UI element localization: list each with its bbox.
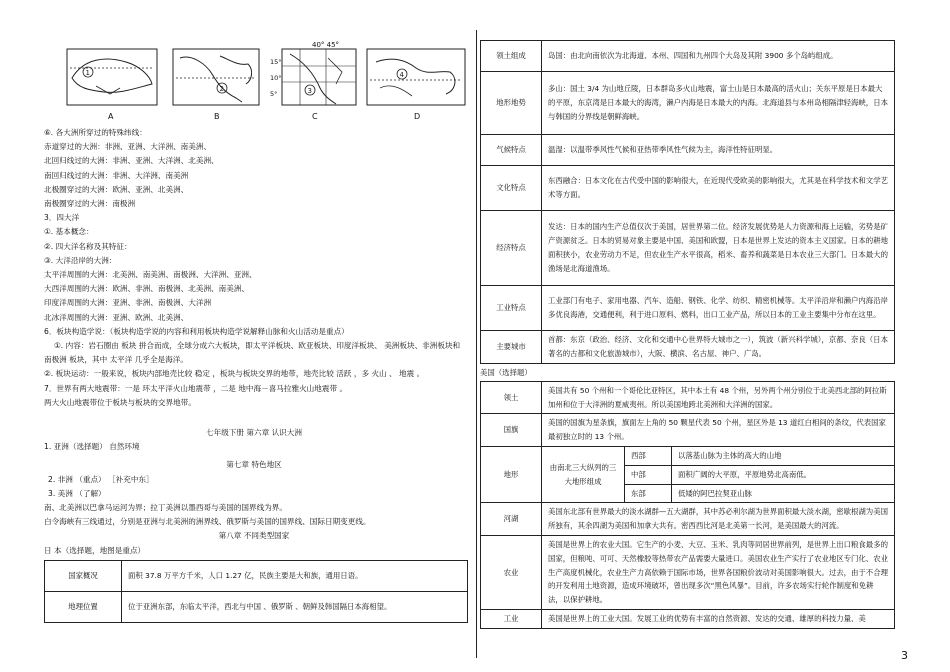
map-lat-label: 15° [270,58,282,66]
map-label-c: C [312,112,318,121]
row-text: 美国是世界上的农业大国。它生产的小麦、大豆、玉米、乳肉等同居世界前列，是世界上出口粮食最多的国家，但粮吨、可可、天然橡胶等热带农产品需要大量进口。美国农业生产实行了农业地区专门化、农业生产高度机械化，农业生产力高依赖于国际市场，世界各国粮价波动对美国影响很大。过去，由于不合理的开发利用土地资源，造成环境破坏，曾出现多次“黑色风暴”。目前，许多农场实行轮作制度和免耕法，以保护耕地。 [542,535,895,609]
svg-text:1: 1 [85,69,90,77]
left-column [44,40,464,623]
text-line: 南回归线过的大洲：非洲、大洋洲、南美洲 [44,170,189,180]
row-text: 首都：东京（政治、经济、文化和交通中心世界特大城市之一），筑波（新兴科学城），京都、奈良（日本著名的古都和文化旅游城市），大阪、横滨、名古屋、神户、广岛。 [542,331,895,364]
text-line: 6．板块构造学说：（板块构造学说的内容和利用板块构造学说解释山脉和火山活动是重点） [44,326,349,336]
row-text: 位于亚洲东部，东临太平洋，西北与中国 、俄罗斯 、朝鲜及韩国隔日本海相望。 [122,591,468,622]
map-c-image [270,48,358,106]
row-text: 多山：国土 3/4 为山地丘陵，日本群岛多火山地震，富士山是日本最高的活火山；关东平原是日本最大的平原，东京湾是日本最大的海湾，濑户内海是日本最大的内海。北海道县与本州岛相隔津轻海峡，日本与韩国的分界线是朝鲜海峡。 [542,72,895,135]
table-row [481,446,895,465]
usa-heading: 美国（选择题） [480,368,532,377]
row-label: 领土 [481,381,542,414]
text-line: 印度洋周围的大洲：亚洲、非洲、南极洲、大洋洲 [44,298,212,308]
svg-text:3: 3 [307,87,312,95]
text-line: 北冰洋周围的大洲：亚洲、欧洲、北美洲、 [44,312,189,322]
row-label: 经济特点 [481,211,542,286]
row-text: 工业部门有电子、家用电器、汽车、造船、钢铁、化学、纺织、精密机械等。太平洋沿岸和濑户内海沿岸多优良海港，交通便利，利于进口原料、燃料，出口工业产品，所以日本的工业主要集中分布在这里。 [542,286,895,331]
map-label-b: B [214,112,220,121]
japan-table-left [44,560,468,623]
column-divider [476,30,477,658]
map-b-image [172,48,260,106]
terrain-part-desc: 低矮的阿巴拉契亚山脉 [672,484,895,503]
chapter7-heading: 第七章 特色地区 [226,460,282,470]
africa-heading: 2. 非洲 （重点） ［补充中东］ [48,474,154,484]
row-label: 农业 [481,535,542,609]
text-line: 太平洋周围的大洲：北美洲、南美洲、南极洲、大洋洲、亚洲、 [44,270,257,280]
table-row [481,503,895,536]
continent-text-block [44,126,464,558]
table-row [481,211,895,286]
row-text: 美国共有 50 个州和一个哥伦比亚特区，其中本土有 48 个州，另外两个州分别位于北美西北部的阿拉斯加州和位于大洋洲的夏威夷州。所以美国地跨北美洲和大洋洲的国家。 [542,381,895,414]
america-text: 白令海峡有三线通过，分别是亚洲与北美洲的洲界线、俄罗斯与美国的国界线、国际日期变更线。 [44,517,371,527]
svg-text:4: 4 [399,71,404,79]
table-row [481,72,895,135]
text-line: 大西洋周围的大洲：欧洲、非洲、南极洲、北美洲、南美洲、 [44,284,250,294]
terrain-part-desc: 以落基山脉为主体的高大的山地 [672,446,895,465]
text-line: ⑥. 各大洲所穿过的特殊纬线： [44,128,147,137]
row-label: 工业 [481,609,542,628]
row-label: 领土组成 [481,41,542,72]
map-d-image [366,48,466,106]
row-label: 地形地势 [481,72,542,135]
table-row [481,286,895,331]
japan-table-right [480,40,895,364]
table-row [481,331,895,364]
terrain-part-name: 西部 [625,446,672,465]
row-label: 地理位置 [45,591,122,622]
table-row [45,591,468,622]
row-label: 地形 [481,446,542,502]
row-text: 东西融合：日本文化在古代受中国的影响很大，在近现代受欧美的影响很大，尤其是在科学技术和文学艺术等方面。 [542,166,895,211]
america-heading: 3. 美洲 （了解） [48,488,106,498]
text-line: ①. 基本概念： [44,227,94,237]
text-line: 赤道穿过的大洲：非洲、亚洲、大洋洲、南美洲、 [44,142,212,152]
row-label: 国旗 [481,414,542,447]
map-lat-label: 10° [270,74,282,82]
table-row [481,41,895,72]
text-line: 北极圈穿过的大洲：欧洲、亚洲、北美洲、 [44,184,189,194]
usa-table [480,381,895,629]
table-row [481,609,895,628]
plate-content: ①. 内容：岩石圈由 板块 拼合而成，全球分成六大板块，即太平洋板块、欧亚板块、印度洋板块、 美洲板块、非洲板块和 南极洲 板块，其中 太平洋 几乎全是海洋。 [44,341,461,365]
america-text: 南、北美洲以巴拿马运河为界；拉丁美洲以墨西哥与美国的国界线为界。 [44,503,287,513]
terrain-part-name: 中部 [625,465,672,484]
text-line: ②. 四大洋名称及其特征： [44,241,132,251]
row-text: 美国是世界上的工业大国。发展工业的优势有丰富的自然资源、发达的交通、雄厚的科技力量、美 [542,609,895,628]
row-label: 国家概况 [45,560,122,591]
table-row [45,560,468,591]
japan-heading: 日 本（选择题，地图是重点） [44,545,146,555]
text-line: 北回归线过的大洲：非洲、亚洲、大洋洲、北美洲、 [44,156,219,166]
map-coord-label: 40° 45° [312,41,340,49]
map-label-a: A [108,112,114,121]
row-text: 面积 37.8 万平方千米，人口 1.27 亿，民族主要是大和族，通用日语。 [122,560,468,591]
plate-movement: ②. 板块运动：一般来说，板块内部地壳比较 稳定 ，板块与板块交界的地带，地壳比较 活跃 ，多 火山 、 地震 。 [44,369,425,379]
chapter8-heading: 第八章 不同类型国家 [218,531,290,541]
table-row [481,535,895,609]
row-text: 美国的国旗为星条旗，旗面左上角的 50 颗星代表 50 个州，星区外是 13 道红白相间的条纹，代表国家最初独立时的 13 个州。 [542,414,895,447]
right-column [480,40,895,629]
row-text: 发达：日本的国内生产总值仅次于美国，居世界第二位。经济发展优势是人力资源和海上运输，劣势是矿产资源贫乏。日本的贸易对象主要是中国、美国和欧盟，日本是世界上发达的资本主义国家。日本的耕地面积狭小，农业劳动力不足，但农业生产水平很高，稻米、畜养和蔬菜是日本农业三大部门。日本最大的渔场是北海道渔场。 [542,211,895,286]
row-label: 气候特点 [481,135,542,166]
table-row [481,135,895,166]
row-label: 工业特点 [481,286,542,331]
map-label-d: D [414,112,421,121]
map-figures [44,40,464,126]
text-line: ③. 大洋沿岸的大洲： [44,255,117,265]
terrain-part-desc: 面积广阔的大平原，平原地势北高南低。 [672,465,895,484]
row-label: 文化特点 [481,166,542,211]
table-row [481,381,895,414]
row-text: 岛国：由北向南依次为北海道、本州、四国和九州四个大岛及其附 3900 多个岛屿组成。 [542,41,895,72]
page-number: 3 [901,649,908,662]
terrain-part-name: 东部 [625,484,672,503]
table-row [481,166,895,211]
text-line: 南极圈穿过的大洲：南极洲 [44,199,136,209]
row-text: 温湿：以温带季风性气候和亚热带季风性气候为主，海洋性特征明显。 [542,135,895,166]
earthquake-belts: 7．世界有两大地震带：一是 环太平洋火山地震带 ，二是 地中海－喜马拉雅火山地震带 。 [44,383,348,393]
table-row [481,414,895,447]
asia-heading: 1. 亚洲（选择题） 自然环境 [44,442,140,452]
text-line: 3．四大洋 [44,213,80,223]
row-text: 美国东北部有世界最大的淡水湖群—五大湖群，其中苏必利尔湖为世界面积最大淡水湖，密歇根湖为美国所独有，其余四湖为美国和加拿大共有。密西西比河是北美第一长河，是美国最大的河流。 [542,503,895,536]
svg-text:2: 2 [219,85,224,93]
text-line: 两大火山地震带位于板块与板块的交界地带。 [44,397,196,407]
terrain-summary: 由南北三大纵列的三大地形组成 [542,446,625,502]
map-lat-label: 5° [270,90,278,98]
grade-title: 七年级下册 第六章 认识大洲 [206,428,302,438]
row-label: 主要城市 [481,331,542,364]
row-label: 河湖 [481,503,542,536]
map-a-image [66,48,158,106]
